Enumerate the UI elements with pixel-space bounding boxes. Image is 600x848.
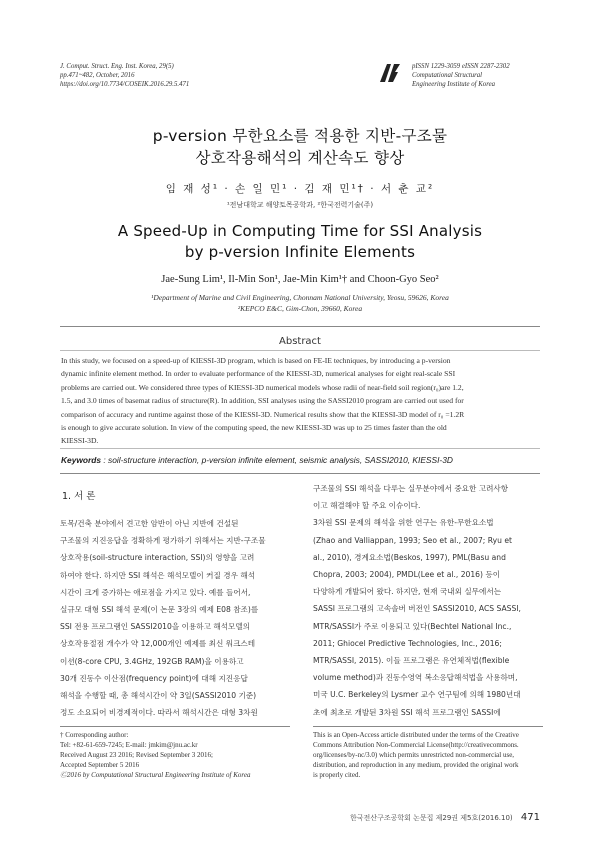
english-title-line-1: A Speed-Up in Computing Time for SSI Analysis <box>117 222 483 240</box>
abstract-heading-rule <box>60 350 540 351</box>
abstract-body <box>61 354 539 448</box>
section-heading-introduction: 1. 서 론 <box>62 491 96 502</box>
keywords-list: : soil-structure interaction, p-version infinite element, seismic analysis, SASSI2010, KIESSI-3D <box>103 455 453 465</box>
text-line: 해석을 수행할 때, 총 해석시간이 약 3일(SASSI2010 기준) <box>60 691 257 701</box>
english-affiliation-2: ²KEPCO E&C, Gim-Chon, 39660, Korea <box>237 304 363 313</box>
license-line: distribution, and reproduction in any medium, provided the original work <box>313 761 519 769</box>
contact-info[interactable]: Tel: +82-61-659-7245; E-mail: jmkim@jnu.ac.kr <box>60 741 198 749</box>
copyright-notice: Ⓒ2016 by Computational Structural Engineering Institute of Korea <box>60 771 251 779</box>
text-line: 구조물의 지진응답을 정확하게 평가하기 위해서는 지반-구조물 <box>60 536 266 546</box>
keywords-row <box>61 455 539 465</box>
abstract-heading: Abstract <box>279 336 321 347</box>
text-line: 다양하게 개발되어 왔다. 하지만, 현재 국내외 실무에서는 <box>313 587 502 597</box>
issn-block <box>412 62 510 89</box>
journal-name: J. Comput. Struct. Eng. Inst. Korea, 29(5) <box>60 63 174 70</box>
text-line: SASSI 프로그램의 고속솔버 버전인 SASSI2010, ACS SASSI, <box>313 604 521 614</box>
english-authors: Jae-Sung Lim¹, Il-Min Son¹, Jae-Min Kim¹† and Choon-Gyo Seo² <box>161 274 439 285</box>
abstract-line: KIESSI-3D. <box>61 436 99 446</box>
text-line: 3차원 SSI 문제의 해석을 위한 연구는 유한-무한요소법 <box>313 518 494 528</box>
english-title-line-2: by p-version Infinite Elements <box>184 243 416 261</box>
abstract-line: 1.5, and 3.0 times of basemat radius of structure(R). In addition, SSI analyses using the SASSI2010 program are carried out used for <box>61 396 464 406</box>
text-line: 하여야 한다. 하지만 SSI 해석은 해석모델이 커질 경우 해석 <box>60 570 255 580</box>
keywords-bottom-rule <box>60 473 540 474</box>
society-name-1: Computational Structural <box>412 72 483 79</box>
abstract-line: In this study, we focused on a speed-up of KIESSI-3D program, which is based on FE-IE techniques, by introducing a p-version <box>61 356 451 365</box>
text-line: Chopra, 2003; 2004), PMDL(Lee et al., 2016) 등이 <box>313 570 501 580</box>
corresponding-author-label: † Corresponding author: <box>60 731 129 739</box>
received-dates: Received August 23 2016; Revised September 3 2016; <box>60 751 214 759</box>
korean-title-line-2: 상호작용해석의 계산속도 향상 <box>195 149 405 167</box>
page-footer <box>350 812 540 823</box>
keywords-label: Keywords <box>61 455 102 465</box>
abstract-line: comparison of accuracy and runtime against those of the KIESSI-3D. Numerical results show that the KIESSI-3D model of r₀ =1.2R <box>61 409 465 419</box>
correspondence-footnote <box>60 730 295 780</box>
journal-pages: pp.471~482, October, 2016 <box>60 72 135 79</box>
text-line: 30개 진동수 이산점(frequency point)에 대해 지진응답 <box>60 673 248 683</box>
text-line: al., 2010), 경계요소법(Beskos, 1997), PML(Basu and <box>313 552 506 562</box>
right-column-text <box>313 480 543 721</box>
journal-issue-footer: 한국전산구조공학회 논문집 제29권 제5호(2016.10) <box>350 814 513 822</box>
text-line: 실규모 대형 SSI 해석 문제(이 논문 3장의 예제 E08 참조)를 <box>60 605 259 615</box>
text-line: 시간이 크게 증가하는 애로점을 가지고 있다. 예를 들어서, <box>60 587 251 597</box>
korean-title-line-1: p-version 무한요소를 적용한 지반-구조물 <box>152 127 448 145</box>
text-line: 구조물의 SSI 해석을 다루는 실무분야에서 중요한 고려사항 <box>313 484 509 493</box>
abstract-line: is enough to give accurate solution. In view of the computing speed, the new KIESSI-3D was up to 25 times faster than the old <box>61 423 447 433</box>
text-line: 초에 최초로 개발된 3차원 SSI 해석 프로그램인 SASSI에 <box>313 707 501 717</box>
text-line: 이션(8-core CPU, 3.4GHz, 192GB RAM)을 이용하고 <box>60 656 244 666</box>
license-line: is properly cited. <box>313 771 361 779</box>
korean-authors: 임 재 성¹ · 손 일 민¹ · 김 재 민¹† · 서 춘 교² <box>165 183 435 195</box>
text-line: 이고 해결해야 할 주요 이슈이다. <box>313 501 421 511</box>
left-column-text <box>60 515 295 721</box>
text-line: SSI 전용 프로그램인 SASSI2010을 이용하고 해석모델의 <box>60 622 251 632</box>
society-name-2: Engineering Institute of Korea <box>412 81 495 88</box>
license-line: This is an Open-Access article distributed under the terms of the Creative <box>313 731 519 739</box>
issn: pISSN 1229-3059 eISSN 2287-2302 <box>412 63 510 70</box>
english-affiliation-1: ¹Department of Marine and Civil Engineering, Chonnam National University, Yeosu, 59626, Korea <box>151 293 449 302</box>
text-line: 상호작용(soil-structure interaction, SSI)의 영향을 고려 <box>60 553 255 563</box>
korean-affiliation: ¹전남대학교 해양토목공학과, ²한국전력기술(주) <box>226 201 374 209</box>
doi-link[interactable]: https://doi.org/10.7734/COSEIK.2016.29.5.471 <box>60 81 190 88</box>
text-line: (Zhao and Valliappan, 1993; Seo et al., 2007; Ryu et <box>313 535 513 545</box>
license-line: org/licenses/by-nc/3.0) which permits unrestricted non-commercial use, <box>313 751 515 759</box>
text-line: volume method)과 진동수영역 복소응답해석법을 사용하며, <box>313 673 518 683</box>
text-line: 상호작용절점 개수가 약 12,000개인 예제를 최신 워크스테 <box>60 639 256 649</box>
journal-logo-icon <box>378 60 402 84</box>
accepted-date: Accepted September 5 2016 <box>60 761 140 769</box>
footnote-rule-right <box>313 726 543 727</box>
text-line: MTR/SASSI가 주로 이용되고 있다(Bechtel National Inc., <box>313 621 512 631</box>
text-line: 2011; Ghiocel Predictive Technologies, Inc., 2016; <box>313 638 502 648</box>
text-line: 토목/건축 분야에서 견고한 암반이 아닌 지반에 건설된 <box>60 519 239 528</box>
footnote-rule-left <box>60 726 290 727</box>
license-line[interactable]: Commons Attribution Non-Commercial License(http://creativecommons. <box>313 741 519 749</box>
text-line: 미국 U.C. Berkeley의 Lysmer 교수 연구팀에 의해 1980년대 <box>313 690 521 700</box>
text-line: 정도 소요되어 비경제적이다. 따라서 해석시간은 대형 3차원 <box>60 708 258 718</box>
abstract-top-rule <box>60 326 540 327</box>
abstract-line: problems are carried out. We considered three types of KIESSI-3D numerical models whose radii of near-field soil region(r₀)are 1.2, <box>61 382 464 392</box>
license-footnote <box>313 730 545 780</box>
keywords-top-rule <box>60 448 540 449</box>
text-line: MTR/SASSI, 2015). 이들 프로그램은 유연체적법(flexible <box>313 656 510 666</box>
abstract-line: dynamic infinite element method. In order to evaluate performance of the KIESSI-3D, numerical analyses for eight real-scale SSI <box>61 369 456 379</box>
page-number: 471 <box>520 812 540 823</box>
journal-citation <box>60 62 189 89</box>
